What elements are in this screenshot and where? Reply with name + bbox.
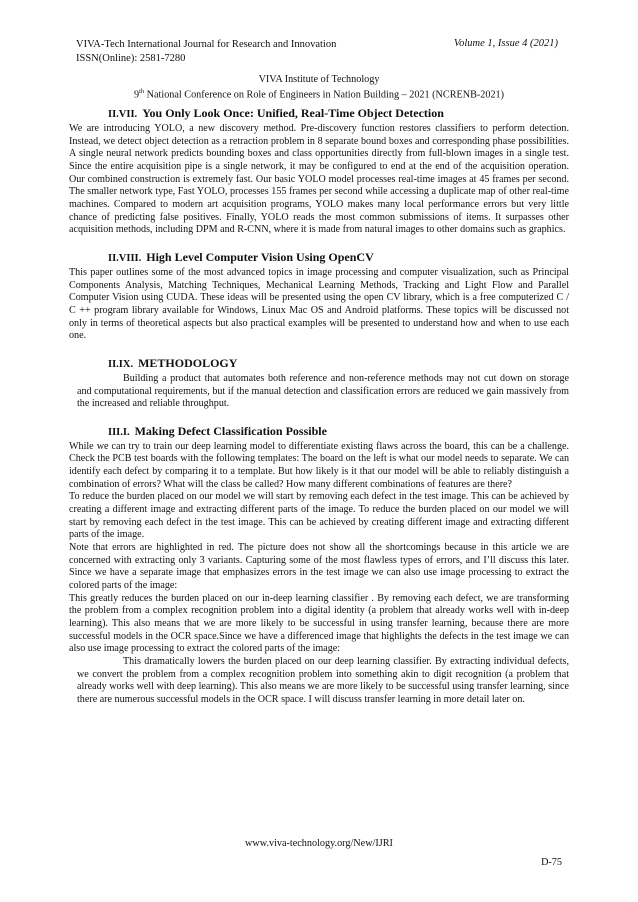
volume-issue: Volume 1, Issue 4 (2021): [453, 38, 558, 49]
page-number: D-75: [541, 857, 562, 868]
section-text-yolo: We are introducing YOLO, a new discovery method. Pre-discovery function restores classifiers to perform detection. Instead, we detect object detection as a retraction problem in 8 separate bound boxes and corresponding phase possibilities. A single neural network predicts bounding boxes and class opportunities directly from full-blown images in a single test. Since the entire acquisition pipe is a single network, it may be configured to end at the end of the acquisition operation. Our combined construction is extremely fast. Our basic YOLO model processes real-time images at 45 frames per second. The smaller network type, Fast YOLO, processes 155 frames per second while accessing a duplicate map of other real-time machines. Compared to modern art acquisition programs, YOLO makes many local performance errors but very little chance of predicting false positives. Finally, YOLO reads the most common submissions of items. It surpasses other acquisition methods, including DPM and R-CNN, where it is made from natural images to other domains such as graphics.: [69, 123, 569, 236]
paper-body: [69, 106, 569, 707]
defect-paragraph-4: This greatly reduces the burden placed on our in-deep learning classifier . By removing each defect, we are transforming the problem from a complex recognition problem into a digital identity (a problem that already works well with in-deep learning). This also means that we are more likely to be successful in using transfer learning, because there are more successful models in the OCR space.Since we have a differenced image that highlights the defects in the test image we can also use image processing to extract the colored parts of the image:: [69, 592, 569, 655]
issn: ISSN(Online): 2581-7280: [76, 53, 186, 64]
section-heading-opencv: II.VIII. High Level Computer Vision Using OpenCV: [108, 249, 374, 264]
defect-paragraph-1: While we can try to train our deep learning model to differentiate existing flaws across the board, this can be a challenge. Check the PCB test boards with the following templates: The board on the left is what our model needs to separate. We can identify each defect by comparing it to a template. But how likely is it that our model will be able to reliably distinguish a combination of errors? What will the class be called? How many different combinations of features are there?: [69, 440, 569, 490]
section-heading-defect: III.I. Making Defect Classification Possible: [108, 423, 327, 438]
footer-url: www.viva-technology.org/New/IJRI: [245, 838, 393, 849]
defect-paragraph-2: To reduce the burden placed on our model we will start by removing each defect in the test image. This can be achieved by creating a different image and extracting different parts of the image. To reduce the burden placed on our model we will start by removing each defect in the test image. This can be achieved by creating different image and extracting different parts of the image.: [69, 491, 569, 541]
journal-name: VIVA-Tech International Journal for Research and Innovation: [76, 39, 337, 50]
section-heading-methodology: II.IX. METHODOLOGY: [108, 355, 238, 370]
defect-paragraph-5: This dramatically lowers the burden placed on our deep learning classifier. By extracting individual defects, we convert the problem from a complex recognition problem into something akin to digit recognition (a problem that already works well with deep learning). This also means we are more likely to be successful using transfer learning, since there are numerous successful models in the OCR space. I will discuss transfer learning in more detail later on.: [77, 655, 569, 705]
section-text-methodology: Building a product that automates both reference and non-reference methods may not cut down on storage and computational requirements, but if the manual detection and classification errors are reduced we gain massively from the increased and reliable throughput.: [77, 372, 569, 410]
institute-name: VIVA Institute of Technology: [258, 74, 380, 85]
section-heading-yolo: II.VII. You Only Look Once: Unified, Real-Time Object Detection: [108, 106, 444, 120]
section-text-opencv: This paper outlines some of the most advanced topics in image processing and computer visualization, such as Principal Components Analysis, Matching Techniques, Mechanical Learning Methods, Tracking and Light Flow and Parallel Computer Vision using CUDA. These ideas will be presented using the open CV library, which is a free computerized C / C ++ program library available for Windows, Linux Mac OS and Android platforms. These topics will be discussed not only in terms of theoretical aspects but also practical examples will be presented to understand how and when to use each one.: [69, 266, 569, 342]
defect-paragraph-3: Note that errors are highlighted in red. The picture does not show all the shortcomings because in this article we are concerned with extracting only 3 variants. Capturing some of the most flawless types of errors, and I’ll discuss this later. Since we have a separate image that emphasizes errors in the test image we can also use image processing to extract the colored parts of the image:: [69, 542, 569, 592]
journal-header: [76, 38, 336, 66]
conference-name: 9th National Conference on Role of Engineers in Nation Building – 2021 (NCRENB-2021): [133, 88, 505, 101]
